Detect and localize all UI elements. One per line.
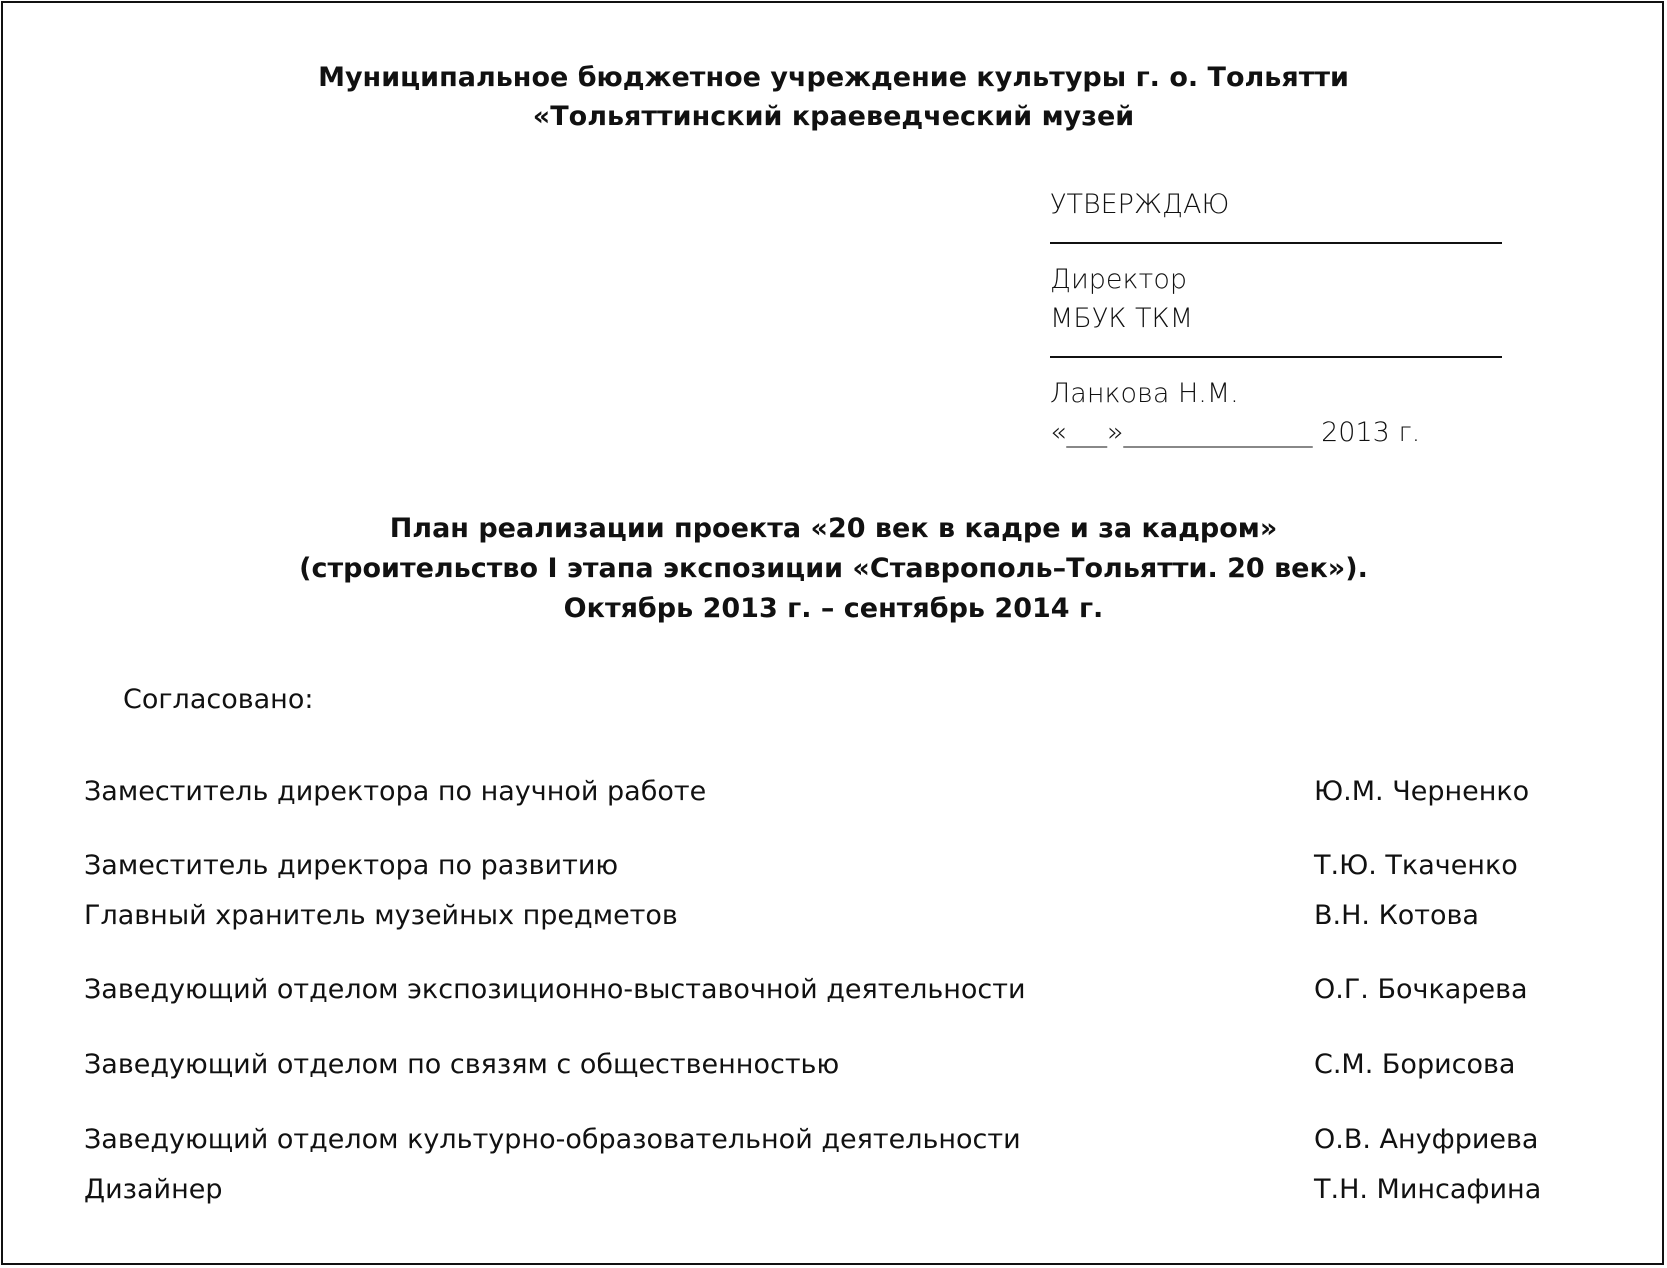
organization-name-line1: Муниципальное бюджетное учреждение культуры г. о. Тольятти <box>318 62 1349 93</box>
signatory-role: Заведующий отделом культурно-образовательной деятельности <box>84 1124 1021 1155</box>
signatory-name: О.В. Ануфриева <box>1314 1124 1539 1155</box>
approval-block <box>1050 185 1502 452</box>
signatory-role: Заведующий отделом экспозиционно-выставочной деятельности <box>84 974 1026 1005</box>
signatory-row <box>84 1120 1564 1160</box>
signatory-name: Т.Н. Минсафина <box>1314 1174 1542 1205</box>
signatory-row <box>84 970 1564 1010</box>
signatory-row <box>84 896 1564 936</box>
signatory-row <box>84 772 1564 812</box>
signatory-role: Дизайнер <box>84 1174 223 1205</box>
plan-title-line3: Октябрь 2013 г. – сентябрь 2014 г. <box>563 593 1104 624</box>
signatory-name: В.Н. Котова <box>1314 900 1479 931</box>
organization-header <box>0 58 1667 136</box>
signatory-row <box>84 1170 1564 1210</box>
approval-date: «___»______________ 2013 г. <box>1050 417 1421 448</box>
signatory-row <box>84 1045 1564 1085</box>
plan-title <box>0 509 1667 629</box>
signatory-name: С.М. Борисова <box>1314 1049 1516 1080</box>
plan-title-line1: План реализации проекта «20 век в кадре и за кадром» <box>389 513 1278 544</box>
director-name: Ланкова Н.М. <box>1050 378 1239 409</box>
signatory-name: Т.Ю. Ткаченко <box>1314 850 1518 881</box>
signatory-role: Заместитель директора по научной работе <box>84 776 707 807</box>
signatory-role: Главный хранитель музейных предметов <box>84 900 678 931</box>
director-organization: МБУК ТКМ <box>1050 303 1194 334</box>
director-position: Директор <box>1050 264 1188 295</box>
plan-title-line2: (строительство I этапа экспозиции «Ставрополь–Тольятти. 20 век»). <box>299 553 1368 584</box>
approve-label: УТВЕРЖДАЮ <box>1050 189 1230 220</box>
agreed-label: Согласовано: <box>123 684 314 715</box>
signatory-name: О.Г. Бочкарева <box>1314 974 1528 1005</box>
organization-name-line2: «Тольяттинский краеведческий музей <box>532 101 1135 132</box>
signatory-role: Заместитель директора по развитию <box>84 850 619 881</box>
signatory-role: Заведующий отделом по связям с общественностью <box>84 1049 840 1080</box>
signatory-row <box>84 846 1564 886</box>
signatory-name: Ю.М. Черненко <box>1314 776 1530 807</box>
